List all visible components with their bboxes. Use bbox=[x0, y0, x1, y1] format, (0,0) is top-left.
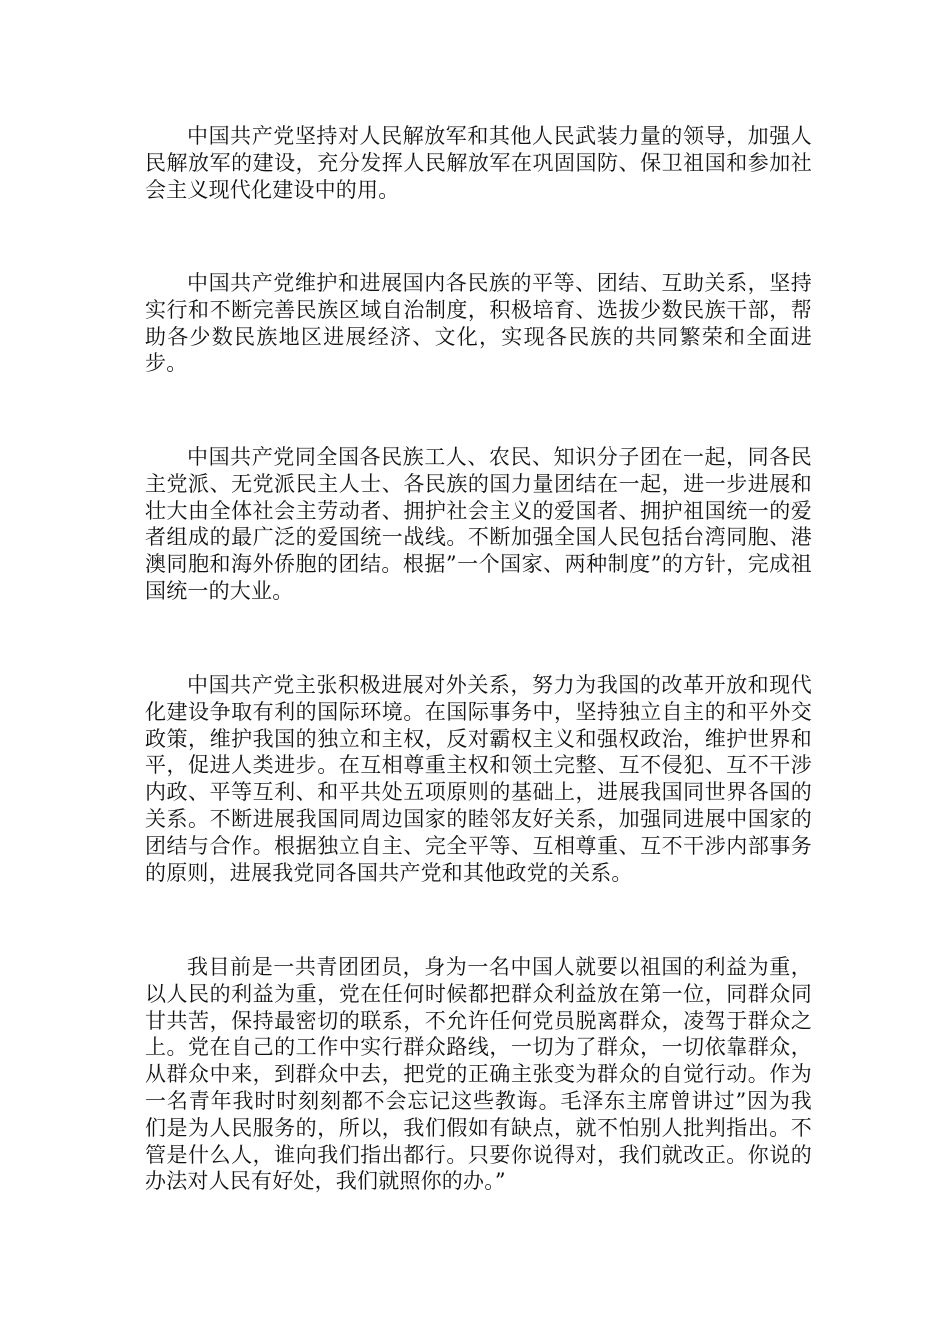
paragraph-foreign-relations: 中国共产党主张积极进展对外关系，努力为我国的改革开放和现代化建设争取有利的国际环境。在国际事务中，坚持独立自主的和平外交政策，维护我国的独立和主权，反对霸权主义和强权政治，维护世界和平，促进人类进步。在互相尊重主权和领土完整、互不侵犯、互不干涉内政、平等互利、和平共处五项原则的基础上，进展我国同世界各国的关系。不断进展我国同周边国家的睦邻友好关系，加强同进展中国家的团结与合作。根据独立自主、完全平等、互相尊重、互不干涉内部事务的原则，进展我党同各国共产党和其他政党的关系。 bbox=[145, 673, 812, 885]
paragraph-army-leadership: 中国共产党坚持对人民解放军和其他人民武装力量的领导，加强人民解放军的建设，充分发挥人民解放军在巩固国防、保卫祖国和参加社会主义现代化建设中的用。 bbox=[145, 124, 812, 202]
paragraph-united-front: 中国共产党同全国各民族工人、农民、知识分子团在一起，同各民主党派、无党派民主人士、各民族的国力量团结在一起，进一步进展和壮大由全体社会主劳动者、拥护社会主义的爱国者、拥护祖国统一的爱者组成的最广泛的爱国统一战线。不断加强全国人民包括台湾同胞、港澳同胞和海外侨胞的团结。根据”一个国家、两种制度”的方针，完成祖国统一的大业。 bbox=[145, 445, 812, 603]
paragraph-personal-reflection: 我目前是一共青团团员，身为一名中国人就要以祖国的利益为重，以人民的利益为重，党在任何时候都把群众利益放在第一位，同群众同甘共苦，保持最密切的联系，不允许任何党员脱离群众，凌驾于群众之上。党在自己的工作中实行群众路线，一切为了群众，一切依靠群众，从群众中来，到群众中去，把党的正确主张变为群众的自觉行动。作为一名青年我时时刻刻都不会忘记这些教诲。毛泽东主席曾讲过”因为我们是为人民服务的，所以，我们假如有缺点，就不怕别人批判指出。不管是什么人，谁向我们指出都行。只要你说得对，我们就改正。你说的办法对人民有好处，我们就照你的办。” bbox=[145, 955, 812, 1194]
paragraph-ethnic-unity: 中国共产党维护和进展国内各民族的平等、团结、互助关系，坚持实行和不断完善民族区域自治制度，积极培育、选拔少数民族干部，帮助各少数民族地区进展经济、文化，实现各民族的共同繁荣和全面进步。 bbox=[145, 271, 812, 376]
